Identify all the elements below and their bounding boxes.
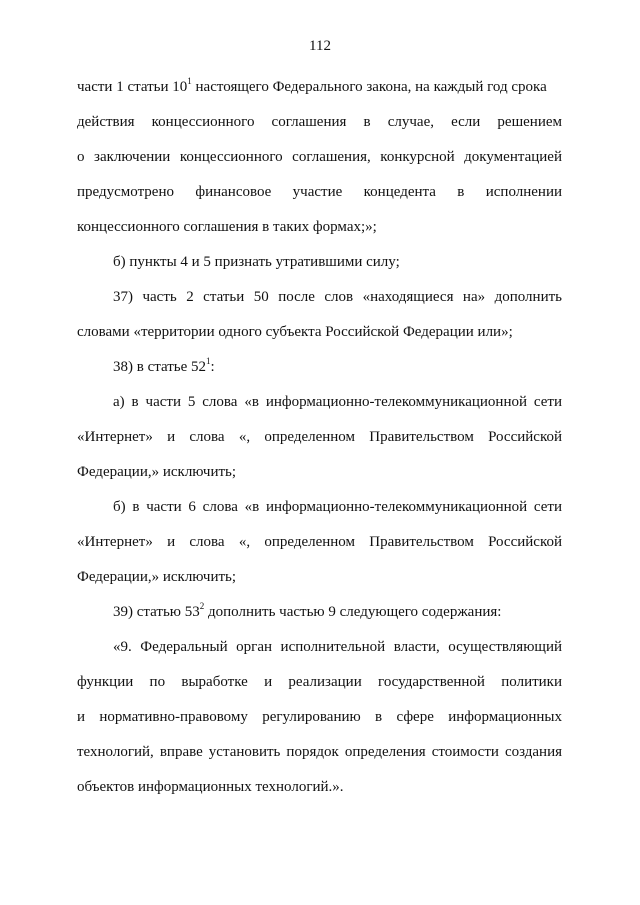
- text-line: концессионного соглашения в таких формах;»;: [77, 219, 377, 235]
- text-line: «Интернет» и слова «, определенном Правительством Российской: [77, 534, 562, 550]
- superscript: 1: [206, 356, 211, 366]
- text-line: [113, 603, 562, 621]
- text-span: :: [210, 359, 215, 375]
- text-line: б) пункты 4 и 5 признать утратившими силу;: [113, 254, 400, 270]
- text-line: функции по выработке и реализации государственной политики: [77, 674, 562, 690]
- text-line: действия концессионного соглашения в случае, если решением: [77, 114, 562, 130]
- text-line: Федерации,» исключить;: [77, 464, 237, 480]
- text-line: и нормативно-правовому регулированию в сфере информационных: [77, 709, 562, 725]
- text-line: «9. Федеральный орган исполнительной власти, осуществляющий: [113, 639, 562, 655]
- text-line: словами «территории одного субъекта Российской Федерации или»;: [77, 324, 513, 340]
- text-span: части 1 статьи 10: [77, 79, 188, 95]
- text-line: б) в части 6 слова «в информационно-телекоммуникационной сети: [113, 499, 562, 515]
- text-line: «Интернет» и слова «, определенном Правительством Российской: [77, 429, 562, 445]
- text-span: дополнить частью 9 следующего содержания:: [204, 604, 502, 620]
- superscript: 1: [187, 76, 192, 86]
- text-line: объектов информационных технологий.».: [77, 779, 344, 795]
- page-number: 112: [309, 38, 331, 54]
- text-line: [77, 78, 562, 96]
- text-line: Федерации,» исключить;: [77, 569, 237, 585]
- text-span: настоящего Федерального закона, на каждый год срока: [191, 79, 547, 95]
- text-span: 39) статью 53: [113, 604, 200, 620]
- text-line: а) в части 5 слова «в информационно-телекоммуникационной сети: [113, 394, 562, 410]
- text-line: 37) часть 2 статьи 50 после слов «находящиеся на» дополнить: [113, 289, 562, 305]
- text-line: [113, 358, 562, 376]
- text-line: о заключении концессионного соглашения, конкурсной документацией: [77, 149, 562, 165]
- superscript: 2: [199, 601, 205, 611]
- text-span: 38) в статье 52: [113, 359, 207, 375]
- text-line: предусмотрено финансовое участие концедента в исполнении: [77, 184, 562, 200]
- text-line: технологий, вправе установить порядок определения стоимости создания: [77, 744, 562, 760]
